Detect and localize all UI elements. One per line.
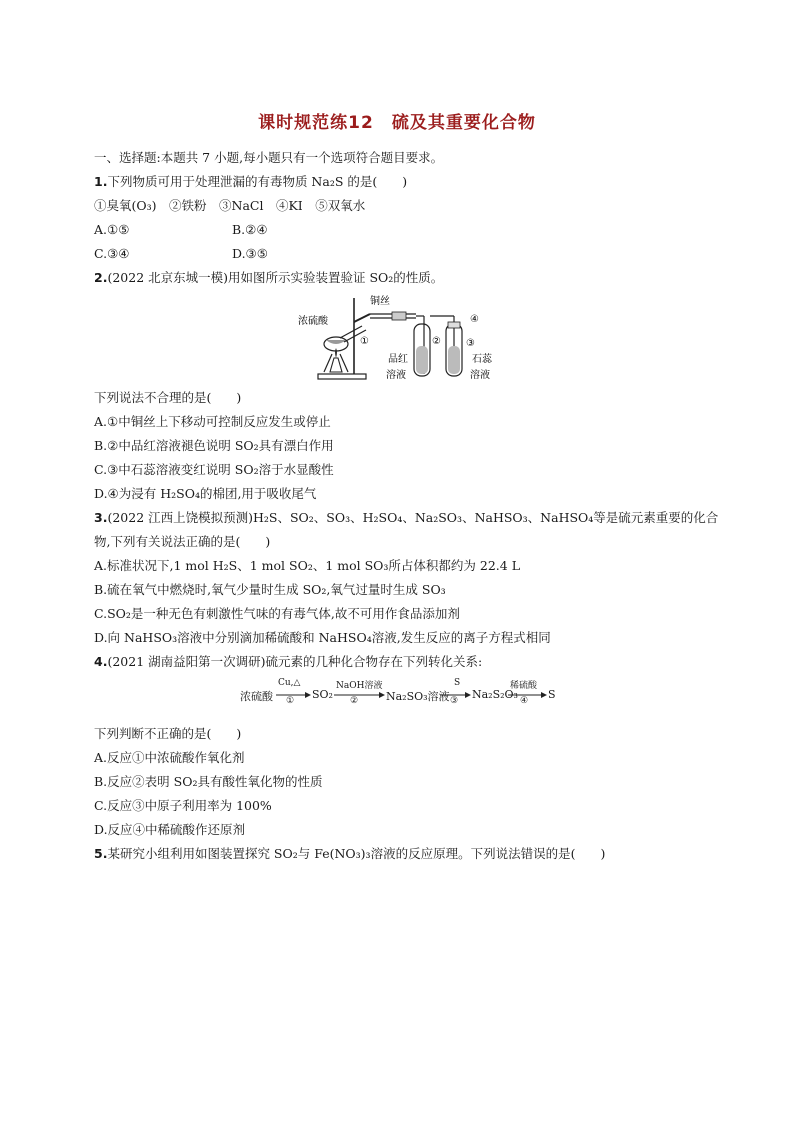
label-copper-wire: 铜丝 (370, 296, 390, 307)
label-marker-1: ① (360, 336, 369, 347)
alcohol-lamp (330, 358, 342, 372)
option-b: B.硫在氧气中燃烧时,氧气少量时生成 SO₂,氧气过量时生成 SO₃ (94, 582, 446, 597)
label-rongye-1: 溶液 (386, 370, 406, 381)
scheme-so2: SO₂ (312, 688, 333, 701)
scheme-cond-2: NaOH溶液 (336, 681, 383, 691)
option-c: C.SO₂是一种无色有刺激性气味的有毒气体,故不可用作食品添加剂 (94, 606, 460, 621)
option-a: A.①⑤ (94, 222, 130, 237)
question-number: 2. (94, 270, 108, 285)
question-3-stem (94, 510, 718, 526)
scheme-step-2: ② (350, 696, 359, 706)
label-marker-2: ② (432, 336, 441, 347)
label-pinhong: 品红 (388, 354, 408, 365)
section-heading: 一、选择题:本题共 7 小题,每小题只有一个选项符合题目要求。 (94, 150, 444, 165)
scheme-step-3: ③ (450, 696, 459, 706)
question-number: 5. (94, 846, 108, 861)
cotton-ball (448, 322, 460, 328)
question-1-items: ①臭氧(O₃) ②铁粉 ③NaCl ④KI ⑤双氧水 (94, 198, 366, 213)
question-2-ask: 下列说法不合理的是( ) (94, 390, 242, 405)
apparatus-figure (296, 292, 502, 386)
question-text: 下列物质可用于处理泄漏的有毒物质 Na₂S 的是( ) (107, 174, 408, 189)
scheme-step-4: ④ (520, 696, 529, 706)
question-2-stem (94, 270, 443, 286)
question-4-stem (94, 654, 482, 670)
scheme-cond-3: S (454, 678, 461, 688)
option-c: C.反应③中原子利用率为 100% (94, 798, 272, 813)
reaction-scheme (240, 680, 560, 710)
label-conc-acid: 浓硫酸 (298, 316, 328, 327)
question-text: 某研究小组利用如图装置探究 SO₂与 Fe(NO₃)₃溶液的反应原理。下列说法错误的是( ) (107, 846, 606, 861)
question-5-stem (94, 846, 605, 862)
question-text: (2022 北京东城一模)用如图所示实验装置验证 SO₂的性质。 (107, 270, 444, 285)
question-1-options-row2 (94, 246, 494, 262)
scheme-cond-4: 稀硫酸 (510, 681, 538, 691)
copper-wire (354, 314, 370, 322)
scheme-conc-sulfuric-acid: 浓硫酸 (240, 690, 273, 703)
label-marker-3: ③ (466, 338, 475, 349)
scheme-na2s2o3: Na₂S₂O₃ (472, 688, 518, 701)
scheme-step-1: ① (286, 696, 295, 706)
option-b: B.反应②表明 SO₂具有酸性氧化物的性质 (94, 774, 323, 789)
scheme-cond-1: Cu,△ (278, 678, 301, 688)
option-a: A.标准状况下,1 mol H₂S、1 mol SO₂、1 mol SO₃所占体积都约为 22.4 L (94, 558, 521, 573)
label-marker-4: ④ (470, 314, 479, 325)
option-d: D.向 NaHSO₃溶液中分别滴加稀硫酸和 NaHSO₄溶液,发生反应的离子方程式相同 (94, 630, 551, 645)
option-c: C.③中石蕊溶液变红说明 SO₂溶于水显酸性 (94, 462, 334, 477)
option-d: D.④为浸有 H₂SO₄的棉团,用于吸收尾气 (94, 486, 317, 501)
label-shirui: 石蕊 (472, 354, 492, 365)
option-a: A.①中铜丝上下移动可控制反应发生或停止 (94, 414, 331, 429)
question-1-stem (94, 174, 407, 190)
option-b: B.②中品红溶液褪色说明 SO₂具有漂白作用 (94, 438, 334, 453)
scheme-arrows (240, 680, 560, 710)
scheme-na2so3: Na₂SO₃溶液 (386, 690, 450, 703)
question-3-stem-cont: 物,下列有关说法正确的是( ) (94, 534, 271, 549)
option-c: C.③④ (94, 246, 130, 261)
option-b: B.②④ (232, 222, 268, 237)
flame (335, 348, 337, 358)
question-text: (2022 江西上饶模拟预测)H₂S、SO₂、SO₃、H₂SO₄、Na₂SO₃、NaHSO₃、NaHSO₄等是硫元素重要的化合 (107, 510, 719, 525)
option-d: D.反应④中稀硫酸作还原剂 (94, 822, 246, 837)
scheme-s: S (548, 688, 556, 701)
page-title: 课时规范练12 硫及其重要化合物 (258, 113, 536, 133)
question-number: 4. (94, 654, 108, 669)
question-text: (2021 湖南益阳第一次调研)硫元素的几种化合物存在下列转化关系: (107, 654, 483, 669)
question-number: 1. (94, 174, 108, 189)
stand-base (318, 374, 366, 379)
question-1-options-row1 (94, 222, 494, 238)
question-number: 3. (94, 510, 108, 525)
question-4-ask: 下列判断不正确的是( ) (94, 726, 242, 741)
option-d: D.③⑤ (232, 246, 268, 261)
label-rongye-2: 溶液 (470, 370, 490, 381)
option-a: A.反应①中浓硫酸作氧化剂 (94, 750, 245, 765)
